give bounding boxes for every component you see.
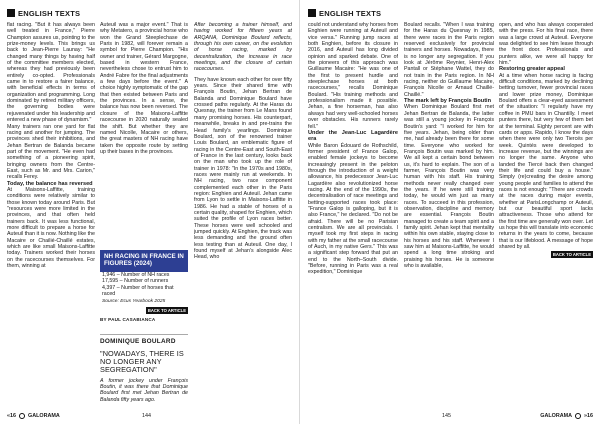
right-footer [540,413,593,419]
stats-row: 1,946 – Number of NH races [102,272,170,278]
left-column-1 [7,22,95,416]
feature-headline: "NOWADAYS, THERE IS NO LONGER ANY SEGREGATION" [100,349,184,374]
left-footer [7,413,60,419]
subheading: Under the Jean-Luc Lagardère era [308,129,398,143]
intro-paragraph: After becoming a trainer himself, and having worked for fifteen years at ARQANA, Dominique Boulard reflects, through his own career, on the evolution of horse racing, marked by decentralization, the increase in race meetings, and the closure of certain racecourses. [194,22,292,73]
left-page-header [7,7,80,19]
brand-logo-icon [19,413,25,419]
paragraph: While Baron Édouard de Rothschild, former president of France Galop, enabled female jockeys to become increasingly present in the peloton through the introduction of a weight allowance, his predecessor Jean-Luc Lagardère also revolutionized horse racing. At the end of the 1990s, the decentralisation of race meetings and betting-supported races took place: "France Galop is galloping, but it is also France," he declared. "Do not be afraid. There will be no Parisian centralism. We are all provincials. I myself took my first steps in racing with my father at the small racecourse of Auch, in my native Gers." This was a significant step forward that put an end to the North–South divide. "Before, running in Paris was a real expedition," Dominique [308,142,398,276]
right-page-header [308,7,381,19]
paragraph: flat racing. "But it has always been well treated in France," Pierre Champion assures us, pointing to the prize-money levels. This brings us back to Jean-Pierre Launay: "He changed many things by having half of the committee members elected, whereas they had previously been entirely co-opted. Professionals came in to restore a fairer balance, with beneficial effects in terms of organization and programming. Long dominated by retired military officers, the governing bodies were rejuvenated under his leadership and entered a new phase of dynamism." [7,22,95,124]
stats-box [100,250,188,314]
paragraph: open, and who has always cooperated with the press. For his final race, there was a large crowd at Auteuil. Everyone was delighted to see him leave through the front door. Professionals and punters alike, we were all happy for him." [499,22,593,67]
brand-name: GALORAMA [28,413,60,419]
brand-logo-icon [575,413,581,419]
right-page [300,0,600,424]
subheading: The mark left by François Boutin [404,98,492,105]
folio: «16 [7,413,16,419]
paragraph: Many trainers ran one yard for flat racing and another for jumping. The provinces shed their inhibitions, and Jehan Bertran de Balanda became part of the movement. "He even had something of a pioneering spirit, bringing owners from the Centre-East, such as Mr. and Mrs. Carion," recalls Ferey. [7,123,95,181]
back-to-article-button[interactable]: BACK TO ARTICLE [552,252,591,258]
paragraph: Auteuil was a major event." That is why Metatero, a provincial horse who won the Grand Steeplechase de Paris in 1982, will forever remain a symbol for Pierre Champion. "His owner and trainer, Gérard Margogne, based in western France, nevertheless chose to entrust him to André Fabre for the final adjustments a few days before the event." A choice highly symptomatic of the gap that then existed between Paris and the provinces. In a sense, the balance has now been reversed. The closure of the Maisons-Laffitte racecourse in 2020 naturally sealed the shift. But whether they are named Nicolle, Macaire or others, the great masters of NH racing have taken the opposite route by setting up their bases in the provinces. [100,22,188,155]
paragraph: Boulard recalls. "When I was training for the Haras du Quesnay in 1985, there were races in the Paris region reserved exclusively for provincial trainers and horses. Nowadays, there is no longer any segregation. If you look at Jérôme Reynier, Henri-Alex Pantall or Stéphane Wattel, they do not train in the Paris region. In NH racing, neither do Guillaume Macaire, François Nicolle or Arnaud Chaillé-Chaillé." [404,22,494,98]
left-column-3 [194,22,292,416]
right-column-3 [499,22,593,416]
paragraph: When Dominique Boulard first met Jehan Bertran de Balanda, the latter was still a young jockey in François Boutin's yard: "I worked for him for five years. Jehan, being older than me, had already been there for some time. Everyone who worked for François Boutin was marked by him. We all kept a certain bond between us, it's hard to explain. The son of a farmer, François Boutin was very human with his staff. His training methods never really changed over the years. If he were still training today, he would win just as many races. To succeed in this profession, observation, discipline and memory are essential. François Boutin managed to create a team spirit and a family spirit. Jehan kept that mentality within his own stable, staying close to his horses and his staff. Whenever I saw him at Maisons-Laffitte, he would spend a long time stroking and praising his horses. He is someone who is available, [404,104,494,270]
feature-standfirst: A former jockey under François Boutin, it was there that Dominique Boulard first met Jehan Bertran de Balanda fifty years ago. [100,377,188,403]
page-number: 144 [142,413,151,419]
subheading: Today, the balance has reversed [7,180,93,187]
section-marker-icon [7,9,15,17]
subheading: Restoring greater appeal [499,66,565,73]
folio: »16 [584,413,593,419]
paragraph: They have known each other for over fifty years. Since their shared time with François Boutin, Jehan Bertran de Balanda and Dominique Boulard have crossed paths regularly. At the Haras du Quesnay, the trainer from Le Mans found many promising horses. His counterpart, meanwhile, breaks in and pre-trains the Head family's yearlings. Dominique Boulard, son of the renowned trainer Louis Boulard, an emblematic figure of racing in the Centre-East and South-East of France in the last century, looks back on the man who took up the role of trainer in 1978: "In the 1970s and 1980s, races were mainly run at weekends. In NH racing, two race component complemented each other in the Paris region: Enghien and Auteuil. Jehan came from Lyon to settle in Maisons-Laffitte in 1986. He had a stable of horses of a certain quality, shaped for Enghien, which suited the profile of Lyon races better. These horses were well schooled and jumped quickly. At Enghien, the track was less demanding and the ground often less testing than at Auteuil. One day, I found myself at Jehan's alongside Alec Head, who [194,76,292,261]
section-marker-icon [308,9,316,17]
right-column-1 [308,22,398,416]
brand-name: GALORAMA [540,413,572,419]
stats-source: Source: Ecus Yearbook 2025 [102,298,166,304]
feature-intro [100,334,188,403]
page-number: 145 [442,413,451,419]
stats-row: 4,397 – Number of horses that raced [102,284,174,298]
left-column-2 [100,22,188,246]
paragraph: At a time when horse racing is facing difficult conditions, marked by declining betting turnover, fewer provincial races and lower prize money, Dominique Boulard offers a clear-eyed assessment of the situation: "I regularly have my coffee in PMU bars in Chantilly. I meet punters there, but very few of them bet at the terminal. Eighty percent are with cards or apps. Rapido, I know the days when there were only two Tiercés per week. Quintés were developed to increase revenue, but the winnings are no longer the same. Anyone who landed the Tiercé back then changed their life and could buy a house." Simply (re)creating the desire among young people and families to attend the races is not enough: "There are crowds at the races during major events, whether at ParisLongchamp or Auteuil, but our beautiful sport lacks attractiveness. Those who attend for the first time are generally won over. Let us hope this will translate into economic returns in the years to come, because that is our lifeblood. A message of hope shared by all. [499,72,593,251]
back-to-article-button[interactable]: BACK TO ARTICLE [147,308,186,313]
stats-box-title: NH RACING IN FRANCE IN FIGURES (2024) [100,250,188,272]
stats-row: 17,595 – Number of runners [102,278,169,285]
paragraph: At Maisons-Laffitte, training conditions were relatively similar to those known today around Paris. But "resources were more limited in the provinces, and that often held trainers back. It was less functional, more difficult to prepare a horse for Auteuil than it is now. Nothing like the Macaire or Chailié-Chaillé estates, which are like small Maisons-Laffitte today. Trainers worked their horses on the racecourses themselves. For them, winning at [7,186,95,270]
byline: BY PAUL CASABIANCA [100,317,156,322]
right-column-2 [404,22,494,416]
feature-name: DOMINIQUE BOULARD [100,334,188,345]
section-label: ENGLISH TEXTS [18,8,81,18]
paragraph: could not understand why horses from Enghien were running at Auteuil and vice versa." Running jump races at both Enghien, before its closure in 2016, and Auteuil has long divided opinion and sparked debate. One of the pioneers of this approach was Guillaume Macaire: "He was one of the first to present hurdle and steeplechase horses at both racecourses," recalls Dominique Boulard. "His training methods and professionalism made it possible. Jehan, a fine horseman, has also always had very well-schooled horses over obstacles. His runners rarely fell." [308,22,398,130]
section-label: ENGLISH TEXTS [319,8,382,18]
